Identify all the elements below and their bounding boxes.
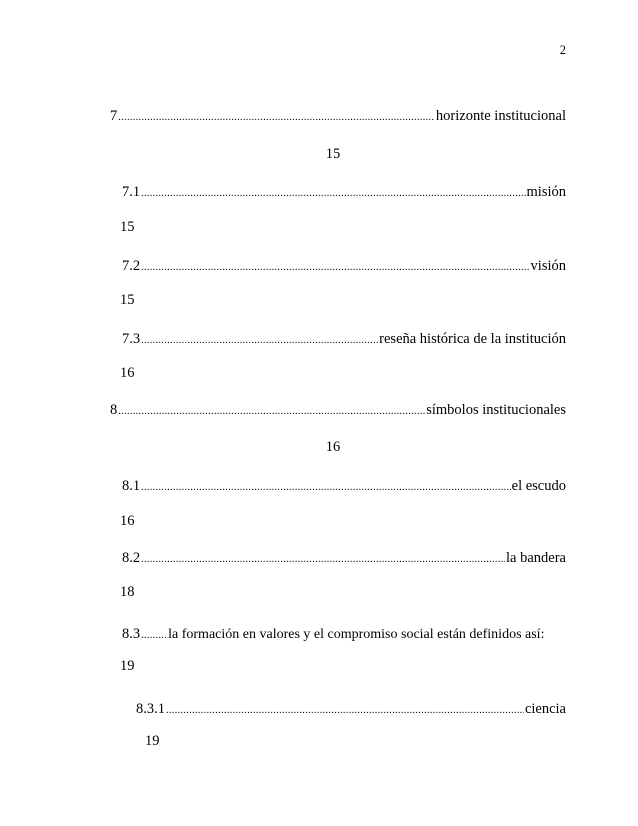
dot-leader: [118, 403, 425, 421]
toc-entry-number: 8: [110, 402, 118, 418]
toc-entry-8-3: [122, 625, 566, 645]
toc-entry-8: [110, 401, 566, 421]
toc-entry-title: misión: [526, 184, 566, 200]
toc-entry-page: 15: [120, 292, 135, 308]
toc-entry-title: la formación en valores y el compromiso social están definidos así:: [168, 627, 545, 642]
toc-entry-title: ciencia: [524, 701, 566, 717]
dot-leader: [141, 479, 511, 497]
dot-leader: [141, 332, 378, 350]
toc-entry-page: 18: [120, 584, 135, 600]
toc-entry-title: horizonte institucional: [435, 108, 566, 124]
toc-entry-page: 16: [120, 365, 135, 381]
toc-entry-7-1: [122, 183, 566, 203]
dot-leader: [141, 185, 525, 203]
toc-entry-number: 7: [110, 108, 118, 124]
toc-entry-page: 15: [120, 219, 135, 235]
toc-entry-7-2: [122, 257, 566, 277]
toc-entry-title: símbolos institucionales: [426, 402, 566, 418]
toc-entry-8-1: [122, 477, 566, 497]
toc-entry-8-2: [122, 549, 566, 569]
toc-entry-page: 15: [325, 146, 341, 162]
toc-entry-page: 16: [120, 513, 135, 529]
toc-entry-page: 16: [325, 439, 341, 455]
toc-entry-title: el escudo: [511, 478, 566, 494]
toc-entry-7: [110, 107, 566, 127]
toc-entry-title: la bandera: [506, 550, 566, 566]
toc-entry-number: 7.1: [122, 184, 141, 200]
toc-entry-number: 8.1: [122, 478, 141, 494]
toc-entry-number: 8.3.1: [136, 701, 165, 717]
toc-entry-number: 8.3: [122, 626, 141, 642]
toc-entry-7-3: [122, 330, 566, 350]
toc-entry-number: 8.2: [122, 550, 141, 566]
dot-leader: [166, 702, 524, 720]
dot-leader: [141, 551, 505, 569]
toc-entry-page: 19: [120, 658, 135, 674]
toc-entry-8-3-1: [136, 700, 566, 720]
toc-entry-number: 7.3: [122, 331, 141, 347]
toc-entry-title: reseña histórica de la institución: [379, 331, 566, 347]
dot-leader: [141, 627, 167, 645]
page-number: 2: [559, 43, 566, 57]
dot-leader: [141, 259, 529, 277]
dot-leader: [118, 109, 435, 127]
toc-entry-number: 7.2: [122, 258, 141, 274]
toc-entry-page: 19: [145, 733, 160, 749]
toc-entry-title: visión: [530, 258, 566, 274]
